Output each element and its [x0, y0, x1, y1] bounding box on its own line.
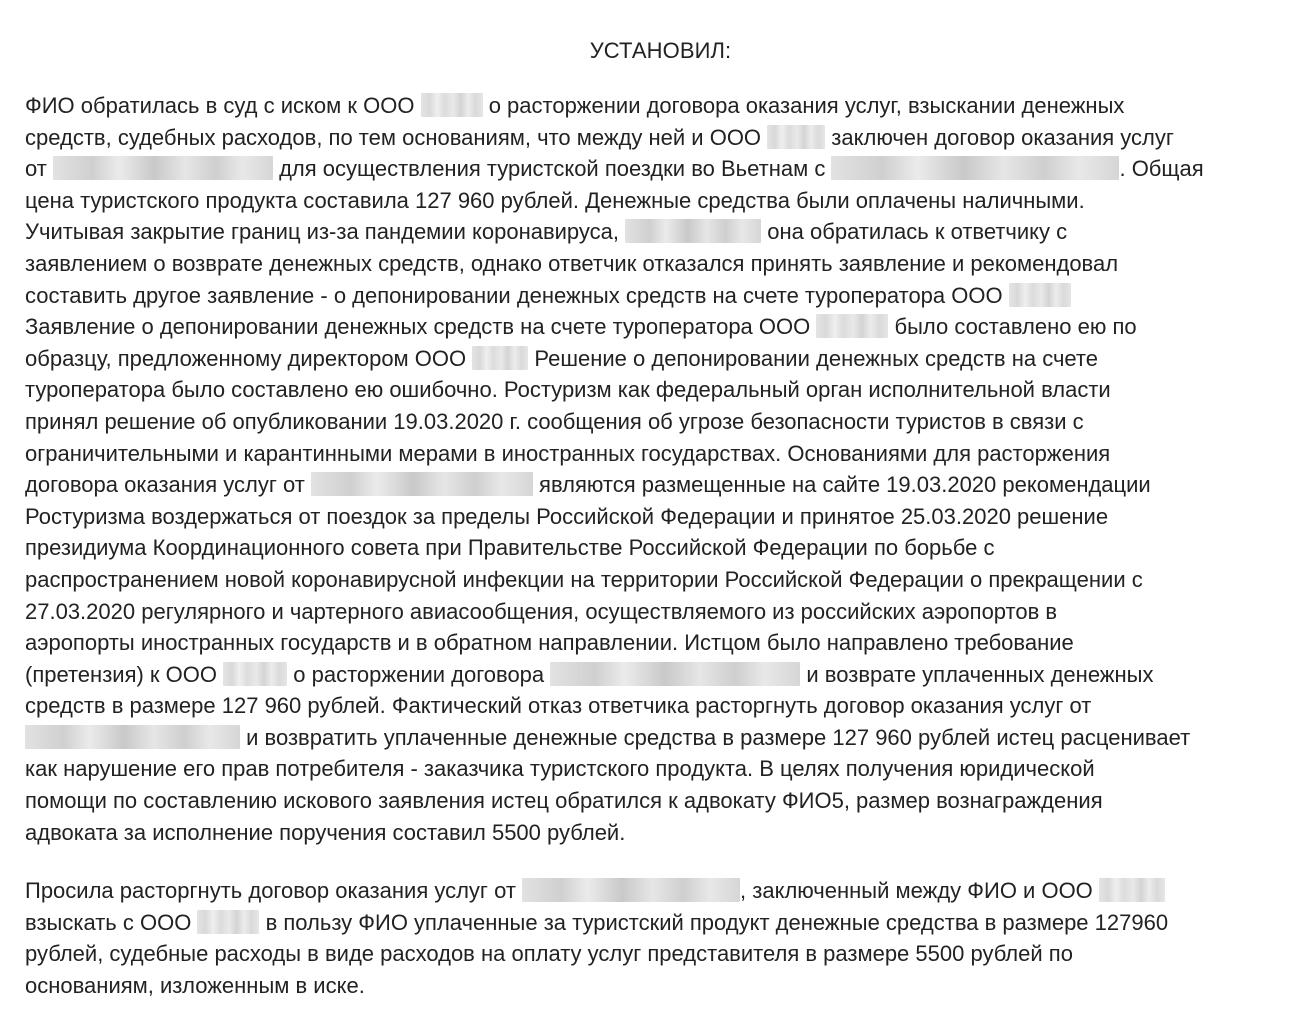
text-line: и возвратить уплаченные денежные средства в размере 127 960 рублей истец расценивает: [25, 722, 1296, 754]
paragraph-claim-description: [25, 90, 1296, 848]
text-line: аэропорты иностранных государств и в обратном направлении. Истцом было направлено требование: [25, 630, 1074, 656]
text-line: цена туристского продукта составила 127 960 рублей. Денежные средства были оплачены наличными.: [25, 187, 1085, 213]
text-line: как нарушение его прав потребителя - заказчика туристского продукта. В целях получения юридической: [25, 756, 1095, 782]
text-line: рублей, судебные расходы в виде расходов на оплату услуг представителя в размере 5500 рублей по: [25, 941, 1073, 967]
text-line: ограничительными и карантинными мерами в иностранных государствах. Основаниями для расторжения: [25, 440, 1111, 466]
text-line: ФИО обратилась в суд с иском к ООО о расторжении договора оказания услуг, взыскании денежных: [25, 93, 1125, 118]
text-line: Ростуризма воздержаться от поездок за пределы Российской Федерации и принятое 25.03.2020 решение: [25, 503, 1109, 529]
redacted-text: [1099, 878, 1165, 902]
text-line: от для осуществления туристской поездки во Вьетнам с . Общая: [25, 156, 1204, 182]
redacted-text: [25, 725, 240, 749]
document-heading: УСТАНОВИЛ:: [589, 38, 732, 63]
text-line: Учитывая закрытие границ из-за пандемии коронавируса, она обратилась к ответчику с: [25, 219, 1068, 245]
redacted-text: [816, 314, 888, 338]
redacted-text: [421, 93, 483, 117]
redacted-text: [767, 125, 825, 149]
text-line: Просила расторгнуть договор оказания услуг от , заключенный между ФИО и ООО: [25, 875, 1296, 907]
text-line: основаниям, изложенным в иске.: [25, 973, 365, 999]
redacted-text: [223, 662, 287, 686]
redacted-text: [625, 219, 761, 243]
text-line: принял решение об опубликовании 19.03.2020 г. сообщения об угрозе безопасности туристов в связи с: [25, 408, 1084, 434]
text-line: адвоката за исполнение поручения составил 5500 рублей.: [25, 819, 626, 845]
redacted-text: [550, 662, 800, 686]
text-line: средств, судебных расходов, по тем основаниям, что между ней и ООО заключен договор оказания услуг: [25, 124, 1174, 150]
paragraph-claim-request: [25, 875, 1296, 1001]
text-line: договора оказания услуг от являются размещенные на сайте 19.03.2020 рекомендации: [25, 472, 1151, 498]
redacted-text: [831, 156, 1119, 180]
text-line: помощи по составлению искового заявления истец обратился к адвокату ФИО5, размер вознаграждения: [25, 788, 1103, 814]
text-line: президиума Координационного совета при Правительстве Российской Федерации по борьбе с: [25, 535, 995, 561]
text-line: (претензия) к ООО о расторжении договора и возврате уплаченных денежных: [25, 661, 1154, 687]
text-line: средств в размере 127 960 рублей. Фактический отказ ответчика расторгнуть договор оказания услуг от: [25, 693, 1092, 719]
redacted-text: [1009, 283, 1071, 307]
text-line: образцу, предложенному директором ООО Решение о депонировании денежных средств на счете: [25, 345, 1098, 371]
redacted-text: [197, 910, 259, 934]
redacted-text: [53, 156, 273, 180]
text-line: туроператора было составлено ею ошибочно. Ростуризм как федеральный орган исполнительной власти: [25, 377, 1111, 403]
text-line: составить другое заявление - о депонировании денежных средств на счете туроператора ООО: [25, 280, 1296, 312]
text-line: распространением новой коронавирусной инфекции на территории Российской Федерации о прекращении с: [25, 566, 1143, 592]
text-line: Заявление о депонировании денежных средств на счете туроператора ООО было составлено ею по: [25, 314, 1137, 340]
text-line: взыскать с ООО в пользу ФИО уплаченные за туристский продукт денежные средства в размере 127960: [25, 909, 1169, 935]
redacted-text: [472, 346, 528, 370]
redacted-text: [311, 472, 533, 496]
redacted-text: [522, 878, 740, 902]
text-line: заявлением о возврате денежных средств, однако ответчик отказался принять заявление и рекомендовал: [25, 250, 1119, 276]
text-line: 27.03.2020 регулярного и чартерного авиасообщения, осуществляемого из российских аэропортов в: [25, 598, 1058, 624]
